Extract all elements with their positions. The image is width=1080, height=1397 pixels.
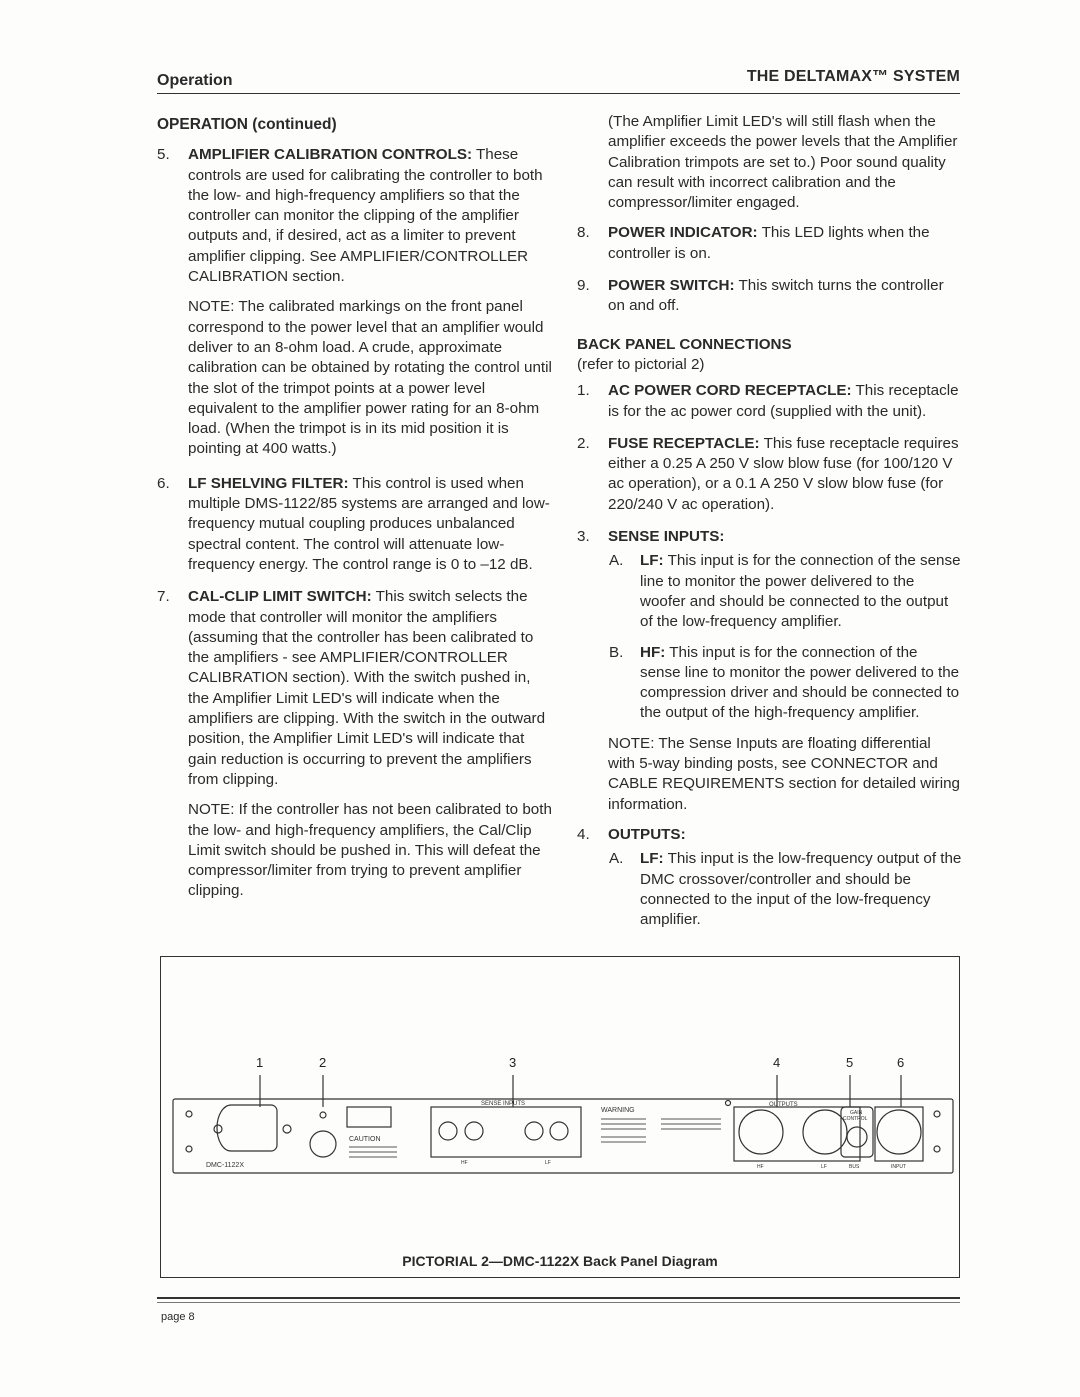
item-number: 3. xyxy=(577,528,590,546)
item-number: 2. xyxy=(577,434,590,452)
label-plate xyxy=(347,1107,391,1127)
list-item-6 xyxy=(157,474,552,581)
header-rule xyxy=(157,93,960,94)
input-box xyxy=(875,1107,923,1161)
item-text: This switch turns the controller on and off. xyxy=(608,277,944,315)
item-number: 4. xyxy=(577,825,590,843)
callout-5: 5 xyxy=(846,1055,854,1070)
mounting-holes xyxy=(186,1111,940,1152)
item-number: 7. xyxy=(157,588,170,606)
sub-text: This input is the low-frequency output of the DMC crossover/controller and should be connected to the input of the low-frequency amplifier. xyxy=(640,850,962,929)
sub-number: B. xyxy=(609,643,624,661)
sense-hf-label: HF xyxy=(461,1160,468,1166)
fuse-holder xyxy=(310,1131,336,1157)
back-item-4 xyxy=(577,825,962,845)
note-text: The calibrated markings on the front panel correspond to the power level that an amplifier would deliver to an 8-ohm load. A crude, approximate calibration can be obtained by rotating the control until the slot of the trimpot points at a power level equivalent to the amplifier power rating for an 8-ohm load. (When the trimpot is in its mid position it is pointing at 400 watts.) xyxy=(188,298,552,458)
item-number: 8. xyxy=(577,224,590,242)
item-paragraph xyxy=(188,145,552,287)
item-paragraph xyxy=(608,434,962,515)
list-item-8 xyxy=(577,223,962,270)
item-label: OUTPUTS: xyxy=(608,825,686,843)
item-label: POWER SWITCH: xyxy=(608,277,735,295)
back-panel-diagram xyxy=(161,957,961,1279)
item-text: This switch selects the mode that controller will monitor the amplifiers (assuming that the controller has been calibrated to the amplifiers - see AMPLIFIER/CONTROLLER CALIBRATION section). With the switch pushed in, the Amplifier Limit LED's will indicate when the amplifiers are clipping. With the switch in the outward position, the Amplifier Limit LED's will indicate that gain reduction is occurring to prevent the amplifiers from clipping. xyxy=(188,588,546,788)
note-paragraph xyxy=(188,800,552,901)
running-header-section: Operation xyxy=(157,72,233,89)
item-text: This fuse receptacle requires either a 0.25 A 250 V slow blow fuse (for 100/120 V ac operation), or a 0.1 A 250 V slow blow fuse (for 220/240 V ac operation). xyxy=(608,434,959,513)
item-text: These controls are used for calibrating the controller to both the low- and high-frequency amplifiers so that the controller can monitor the clipping of the amplifier outputs and, if desired, act as a limiter to prevent amplifier clipping. See AMPLIFIER/CONTROLLER CALIBRATION section. xyxy=(188,146,543,286)
sub-item-4a xyxy=(609,849,962,930)
note-paragraph xyxy=(608,734,962,815)
input-jack xyxy=(877,1110,921,1154)
section-title: OPERATION (continued) xyxy=(157,116,337,133)
sense-inputs-box xyxy=(431,1107,581,1157)
sub-text: This input is for the connection of the sense line to monitor the power delivered to the woofer and should be connected to the output of the low-frequency amplifier. xyxy=(640,552,961,631)
item-text: This LED lights when the controller is on. xyxy=(608,224,930,262)
list-item-7 xyxy=(157,587,552,907)
bus-label: BUS xyxy=(849,1164,860,1170)
running-header-title: THE DELTAMAX™ SYSTEM xyxy=(746,68,960,85)
panel-model-label: DMC-1122X xyxy=(206,1162,244,1169)
output-hf-label: HF xyxy=(757,1164,764,1170)
item-label: AMPLIFIER CALIBRATION CONTROLS: xyxy=(188,146,473,164)
back-item-2 xyxy=(577,434,962,521)
item-text: This control is used when multiple DMS-1122/85 systems are arranged and low-frequency mutual coupling produces unbalanced spectral content. The control will attenuate low-frequency energy. The control range is 0 to –12 dB. xyxy=(188,474,550,573)
list-item-5 xyxy=(157,145,552,465)
footer-rule xyxy=(157,1297,960,1299)
input-label: INPUT xyxy=(891,1164,906,1170)
item-paragraph xyxy=(188,587,552,790)
left-column xyxy=(157,115,552,914)
callout-2: 2 xyxy=(319,1055,327,1070)
warning-label: WARNING xyxy=(601,1107,635,1114)
sense-binding-posts xyxy=(439,1122,568,1140)
panel-screw xyxy=(726,1101,731,1106)
note-text: The Sense Inputs are floating differential with 5-way binding posts, see CONNECTOR and CABLE REQUIREMENTS section for detailed wiring information. xyxy=(608,734,960,813)
output-hf-jack xyxy=(739,1110,783,1154)
item-number: 1. xyxy=(577,382,590,400)
note-text: If the controller has not been calibrated to both the low- and high-frequency amplifiers, the Cal/Clip Limit switch should be pushed in. This will defeat the compressor/limiter from trying to prevent amplifier clipping. xyxy=(188,801,552,900)
sub-number: A. xyxy=(609,552,624,570)
sense-lf-label: LF xyxy=(545,1160,551,1166)
caution-text-lines xyxy=(349,1147,397,1157)
note-paragraph xyxy=(188,297,552,459)
intro-paragraph: (The Amplifier Limit LED's will still flash when the amplifier exceeds the power levels that the Amplifier Calibration trimpots are set to.) Poor sound quality can result with incorrect calibration and the compressor/limiter engaged. xyxy=(608,113,958,212)
item-paragraph xyxy=(608,276,962,317)
item-paragraph xyxy=(188,474,552,575)
item-text: This receptacle is for the ac power cord (supplied with the unit). xyxy=(608,382,959,420)
item-label: SENSE INPUTS: xyxy=(608,528,725,546)
back-panel-title: BACK PANEL CONNECTIONS xyxy=(577,335,792,353)
outputs-label: OUTPUTS xyxy=(769,1102,798,1108)
control-label: CONTROL xyxy=(843,1116,868,1122)
footer-rule-thin xyxy=(157,1302,960,1303)
item-number: 5. xyxy=(157,146,170,164)
sub-number: A. xyxy=(609,850,624,868)
note-label: NOTE: xyxy=(188,801,235,819)
gain-knob xyxy=(847,1127,867,1147)
callout-6: 6 xyxy=(897,1055,905,1070)
gain-label: GAIN xyxy=(850,1110,863,1116)
back-item-1 xyxy=(577,381,962,428)
item-label: AC POWER CORD RECEPTACLE: xyxy=(608,382,852,400)
item-paragraph xyxy=(608,381,962,422)
item-number: 6. xyxy=(157,474,170,492)
fuse-screw xyxy=(320,1112,326,1118)
callout-4: 4 xyxy=(773,1055,781,1070)
item-label: LF SHELVING FILTER: xyxy=(188,474,349,492)
sub-label: HF: xyxy=(640,643,666,661)
sense-inputs-label: SENSE INPUTS xyxy=(481,1101,526,1107)
sub-label: LF: xyxy=(640,850,664,868)
callout-1: 1 xyxy=(256,1055,264,1070)
figure-caption: PICTORIAL 2—DMC-1122X Back Panel Diagram xyxy=(402,1253,718,1269)
callout-leaders xyxy=(260,1075,901,1107)
item-label: POWER INDICATOR: xyxy=(608,224,758,242)
ac-receptacle xyxy=(214,1105,291,1151)
note-label: NOTE: xyxy=(188,298,235,316)
note-label: NOTE: xyxy=(608,734,655,752)
right-column xyxy=(577,112,962,940)
sub-item-3b xyxy=(609,643,962,724)
item-label: CAL-CLIP LIMIT SWITCH: xyxy=(188,588,372,606)
back-panel-subtitle: (refer to pictorial 2) xyxy=(577,355,705,373)
sub-text: This input is for the connection of the sense line to monitor the power delivered to the compression driver and should be connected to the output of the high-frequency amplifier. xyxy=(640,643,960,722)
item-number: 9. xyxy=(577,277,590,295)
item-label: FUSE RECEPTACLE: xyxy=(608,434,760,452)
panel-outline xyxy=(173,1099,953,1173)
output-lf-label: LF xyxy=(821,1164,827,1170)
page-number: page 8 xyxy=(161,1311,195,1323)
callout-3: 3 xyxy=(509,1055,517,1070)
list-item-9 xyxy=(577,276,962,323)
caution-label: CAUTION xyxy=(349,1136,381,1143)
sub-item-3a xyxy=(609,551,962,632)
warning-text-lines xyxy=(601,1119,721,1142)
back-panel-figure xyxy=(160,956,960,1278)
back-item-3 xyxy=(577,527,962,547)
sub-label: LF: xyxy=(640,552,664,570)
item-paragraph xyxy=(608,223,962,264)
